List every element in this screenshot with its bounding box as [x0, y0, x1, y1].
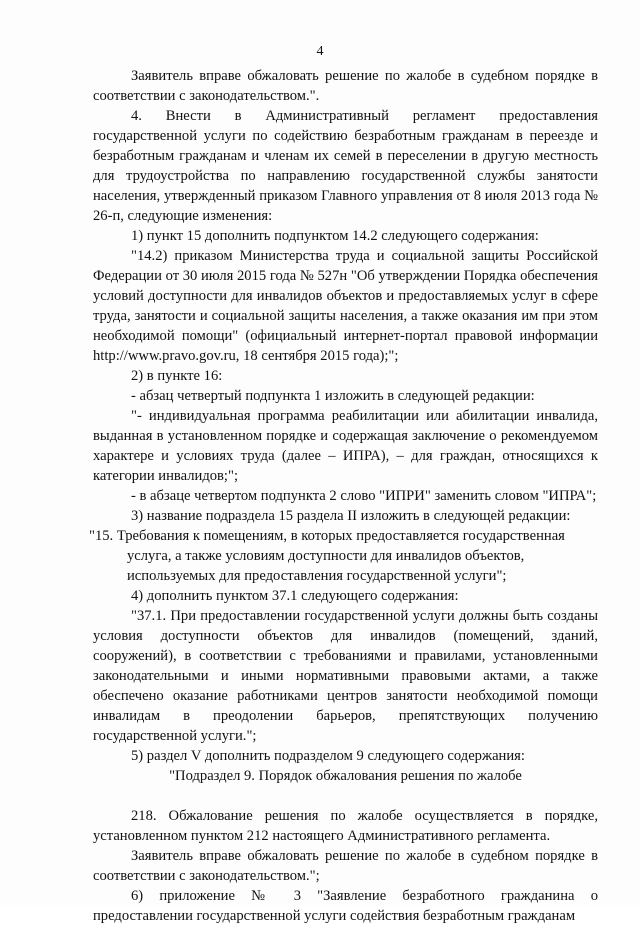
paragraph-dash-2: - в абзаце четвертом подпункта 2 слово "ИПРИ" заменить словом "ИПРА"; — [131, 488, 597, 504]
blank-line — [93, 786, 598, 806]
paragraph-appeal-right-2: Заявитель вправе обжаловать решение по жалобе в судебном порядке в соответствии с законодательством."; — [93, 848, 598, 884]
paragraph-subitem-1: 1) пункт 15 дополнить подпунктом 14.2 следующего содержания: — [131, 228, 539, 244]
paragraph-subitem-2: 2) в пункте 16: — [131, 368, 223, 384]
section-15-title-line-1: "15. Требования к помещениям, в которых предоставляется государственная — [89, 528, 565, 544]
paragraph-item-4: 4. Внести в Административный регламент предоставления государственной услуги по содействию безработным гражданам в переезде и безработным гражданам и членам их семей в переселении в другую местность для трудоустройства по направлению государственной службы занятости населения, утвержденный приказом Главного управления от 8 июля 2013 года № 26-п, следующие изменения: — [93, 108, 598, 224]
paragraph-subsection-9-title: "Подраздел 9. Порядок обжалования решения по жалобе — [169, 768, 522, 784]
paragraph-dash-1: - абзац четвертый подпункта 1 изложить в следующей редакции: — [131, 388, 535, 404]
paragraph-section-15-title — [89, 526, 598, 586]
section-15-title-line-2: услуга, а также условиям доступности для инвалидов объектов, — [127, 548, 525, 564]
paragraph-clause-37-1: "37.1. При предоставлении государственной услуги должны быть созданы условия доступности объектов для инвалидов (помещений, зданий, сооружений), в соответствии с требованиями и правилами, установленными законодательными и иными нормативными правовыми актами, а также обеспечено оказание работниками центров занятости необходимой помощи инвалидам в преодолении барьеров, препятствующих получению государственной услуги."; — [93, 608, 598, 744]
paragraph-appeal-right: Заявитель вправе обжаловать решение по жалобе в судебном порядке в соответствии с законодательством.". — [93, 68, 598, 104]
paragraph-ipra-definition: "- индивидуальная программа реабилитации или абилитации инвалида, выданная в установленном порядке и содержащая заключение о рекомендуемом характере и условиях труда (далее – ИПРА), – для граждан, относящихся к категории инвалидов;"; — [93, 408, 598, 484]
paragraph-subitem-4: 4) дополнить пунктом 37.1 следующего содержания: — [131, 588, 459, 604]
document-body — [89, 66, 598, 926]
paragraph-subitem-3: 3) название подраздела 15 раздела II изложить в следующей редакции: — [131, 508, 571, 524]
paragraph-subitem-6: 6) приложение № 3 "Заявление безработного гражданина о предоставлении государственной услуги содействия безработным гражданам — [93, 888, 598, 924]
page-number: 4 — [316, 44, 324, 59]
paragraph-clause-218: 218. Обжалование решения по жалобе осуществляется в порядке, установленном пунктом 212 настоящего Административного регламента. — [93, 808, 598, 844]
paragraph-subitem-5: 5) раздел V дополнить подразделом 9 следующего содержания: — [131, 748, 525, 764]
section-15-title-line-3: используемых для предоставления государственной услуги"; — [127, 568, 507, 584]
paragraph-clause-14-2: "14.2) приказом Министерства труда и социальной защиты Российской Федерации от 30 июля 2015 года № 527н "Об утверждении Порядка обеспечения условий доступности для инвалидов объектов и предоставляемых услуг в сфере труда, занятости и социальной защиты населения, а также оказания им при этом необходимой помощи" (официальный интернет-портал правовой информации http://www.pravo.gov.ru, 18 сентября 2015 года);"; — [93, 248, 598, 364]
